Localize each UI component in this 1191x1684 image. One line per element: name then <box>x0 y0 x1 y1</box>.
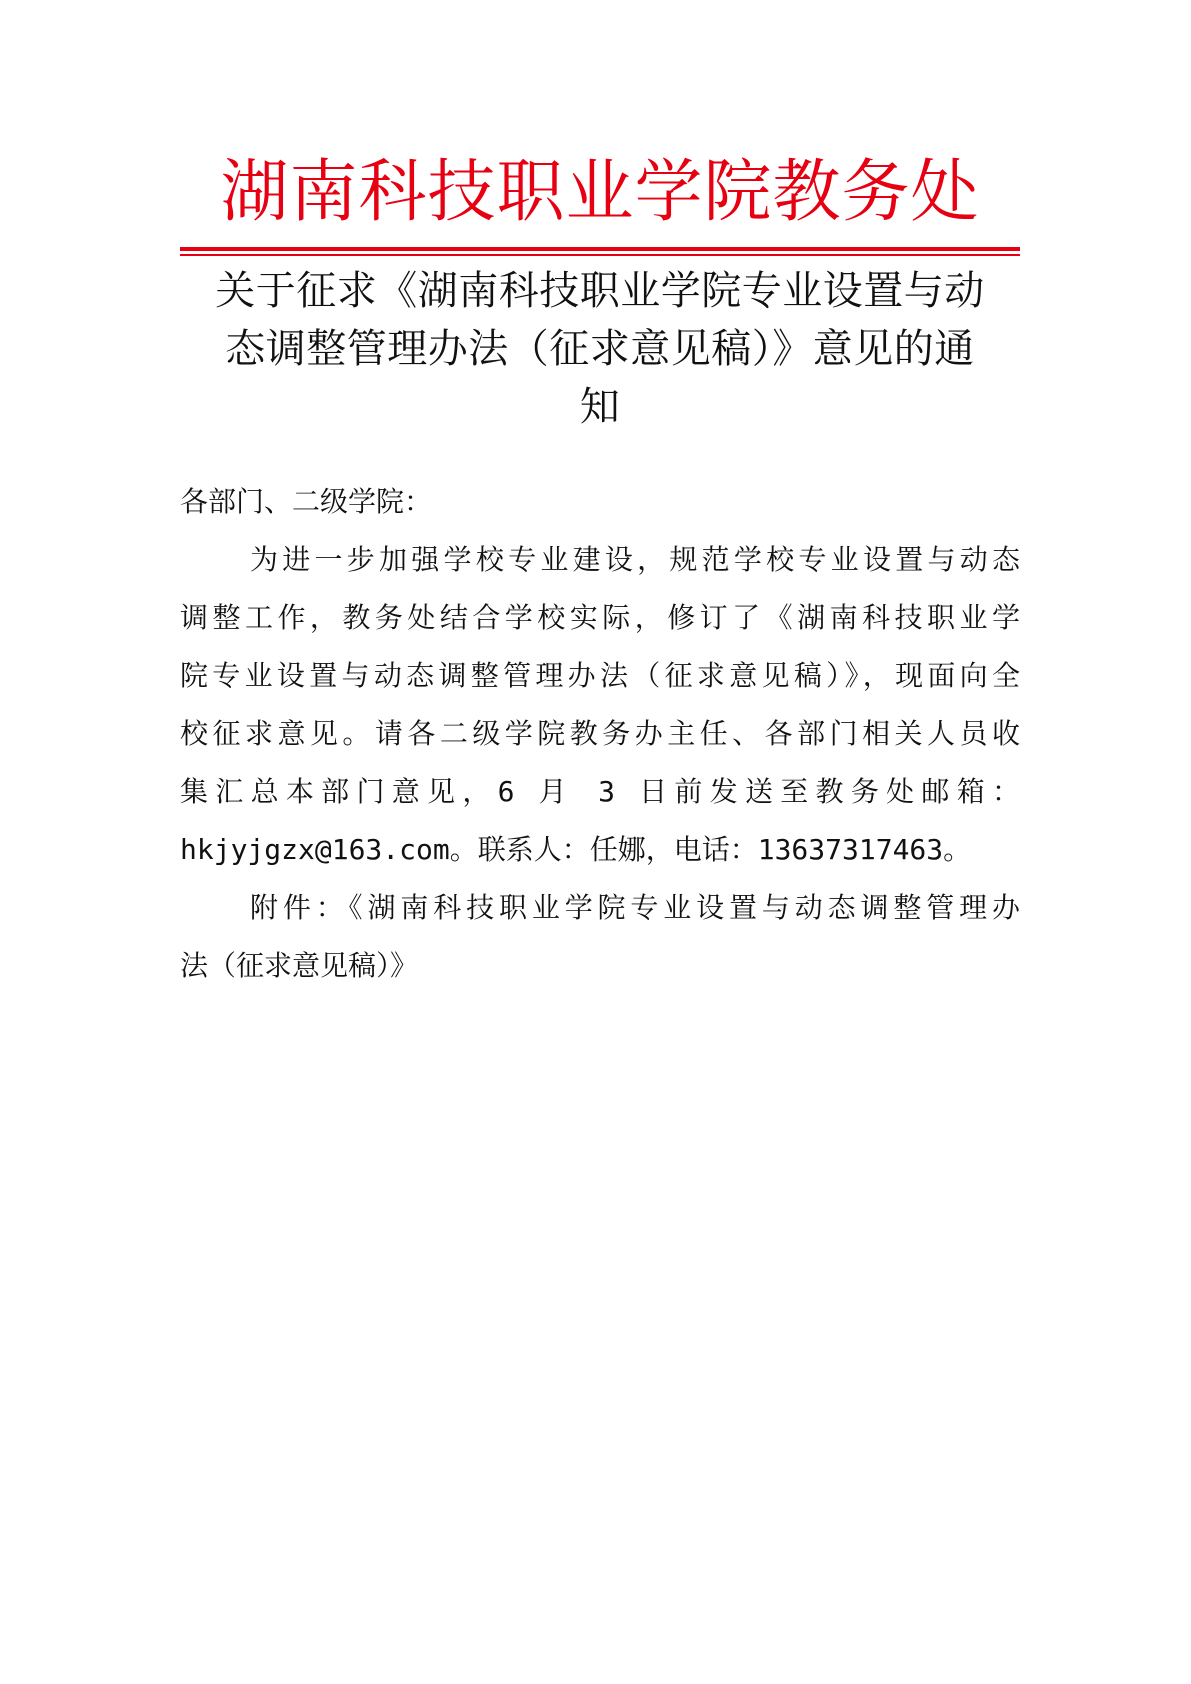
body-line: 院专业设置与动态调整管理办法（征求意见稿）》，现面向全 <box>180 659 1020 692</box>
attachment-paragraph <box>180 879 1020 995</box>
salutation: 各部门、二级学院： <box>180 485 433 518</box>
body-line: 调整工作，教务处结合学校实际，修订了《湖南科技职业学 <box>180 601 1020 634</box>
body-line: 校征求意见。请各二级学院教务办主任、各部门相关人员收 <box>180 717 1020 750</box>
masthead-rule-thin <box>180 254 1020 256</box>
notice-title-line: 关于征求《湖南科技职业学院专业设置与动 <box>215 268 985 314</box>
body-paragraph <box>180 531 1020 879</box>
body-line: 集汇总本部门意见，6 月 3 日前发送至教务处邮箱： <box>180 775 1020 808</box>
notice-title-line: 态调整管理办法（征求意见稿）》意见的通 <box>225 326 975 372</box>
notice-title-line: 知 <box>579 384 621 430</box>
body-line: hkjyjgzx@163.com。联系人：任娜，电话：13637317463。 <box>180 833 972 866</box>
notice-title <box>180 262 1020 436</box>
masthead-title: 湖南科技职业学院教务处 <box>220 153 980 232</box>
masthead-rule-thick <box>180 247 1020 251</box>
body-line: 为进一步加强学校专业建设，规范学校专业设置与动态 <box>250 543 1020 576</box>
attachment-line: 附件：《湖南科技职业学院专业设置与动态调整管理办 <box>250 891 1020 924</box>
attachment-line: 法（征求意见稿）》 <box>180 949 419 982</box>
